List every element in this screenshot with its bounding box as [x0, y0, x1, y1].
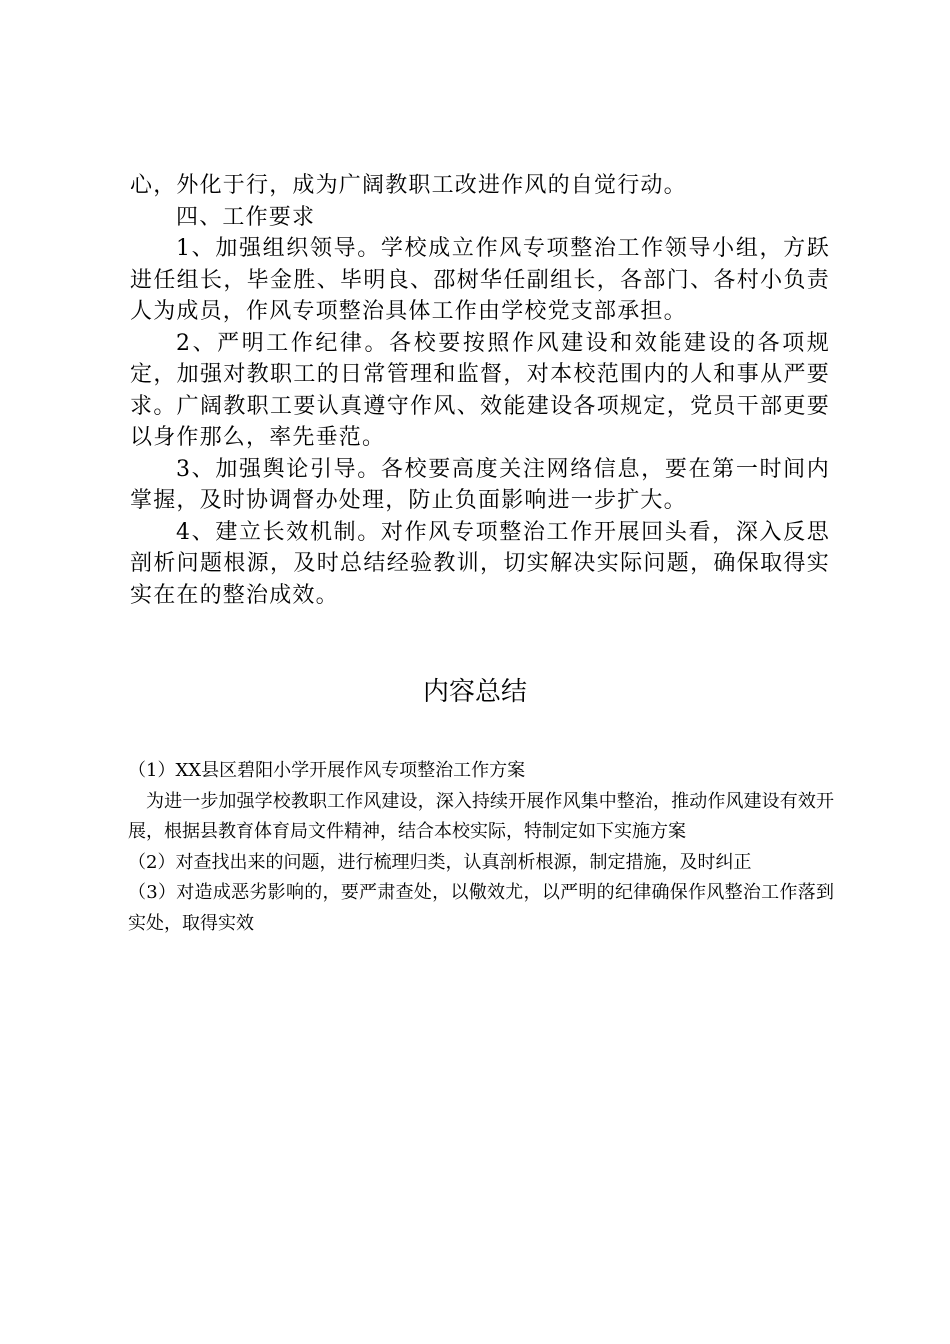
paragraph-long-term-mechanism: 4、建立长效机制。对作风专项整治工作开展回头看，深入反思剖析问题根源，及时总结经验教训，切实解决实际问题，确保取得实实在在的整治成效。	[130, 519, 830, 608]
paragraph-continuation: 心，外化于行，成为广阔教职工改进作风的自觉行动。	[130, 173, 687, 198]
summary-item-1: （1）XX县区碧阳小学开展作风专项整治工作方案	[128, 760, 526, 781]
summary-item-3: （3）对造成恶劣影响的，要严肃查处，以儆效尤，以严明的纪律确保作风整治工作落到实处，取得实效	[128, 882, 834, 934]
paragraph-work-discipline: 2、严明工作纪律。各校要按照作风建设和效能建设的各项规定，加强对教职工的日常管理和监督，对本校范围内的人和事从严要求。广阔教职工要认真遵守作风、效能建设各项规定，党员干部更要以身作那么，率先垂范。	[130, 330, 830, 450]
summary-title: 内容总结	[422, 677, 527, 707]
document-body	[130, 170, 830, 611]
section-heading-work-requirements: 四、工作要求	[176, 204, 316, 230]
summary-item-1-detail: 为进一步加强学校教职工作风建设，深入持续开展作风集中整治，推动作风建设有效开展，根据县教育体育局文件精神，结合本校实际，特制定如下实施方案	[128, 790, 834, 842]
paragraph-organization-leadership: 1、加强组织领导。学校成立作风专项整治工作领导小组，方跃进任组长，毕金胜、毕明良、邵树华任副组长，各部门、各村小负责人为成员，作风专项整治具体工作由学校党支部承担。	[130, 236, 830, 324]
summary-section	[128, 756, 834, 939]
paragraph-public-opinion: 3、加强舆论引导。各校要高度关注网络信息，要在第一时间内掌握，及时协调督办处理，防止负面影响进一步扩大。	[130, 456, 830, 513]
summary-item-2: （2）对查找出来的问题，进行梳理归类，认真剖析根源，制定措施，及时纠正	[128, 851, 752, 873]
